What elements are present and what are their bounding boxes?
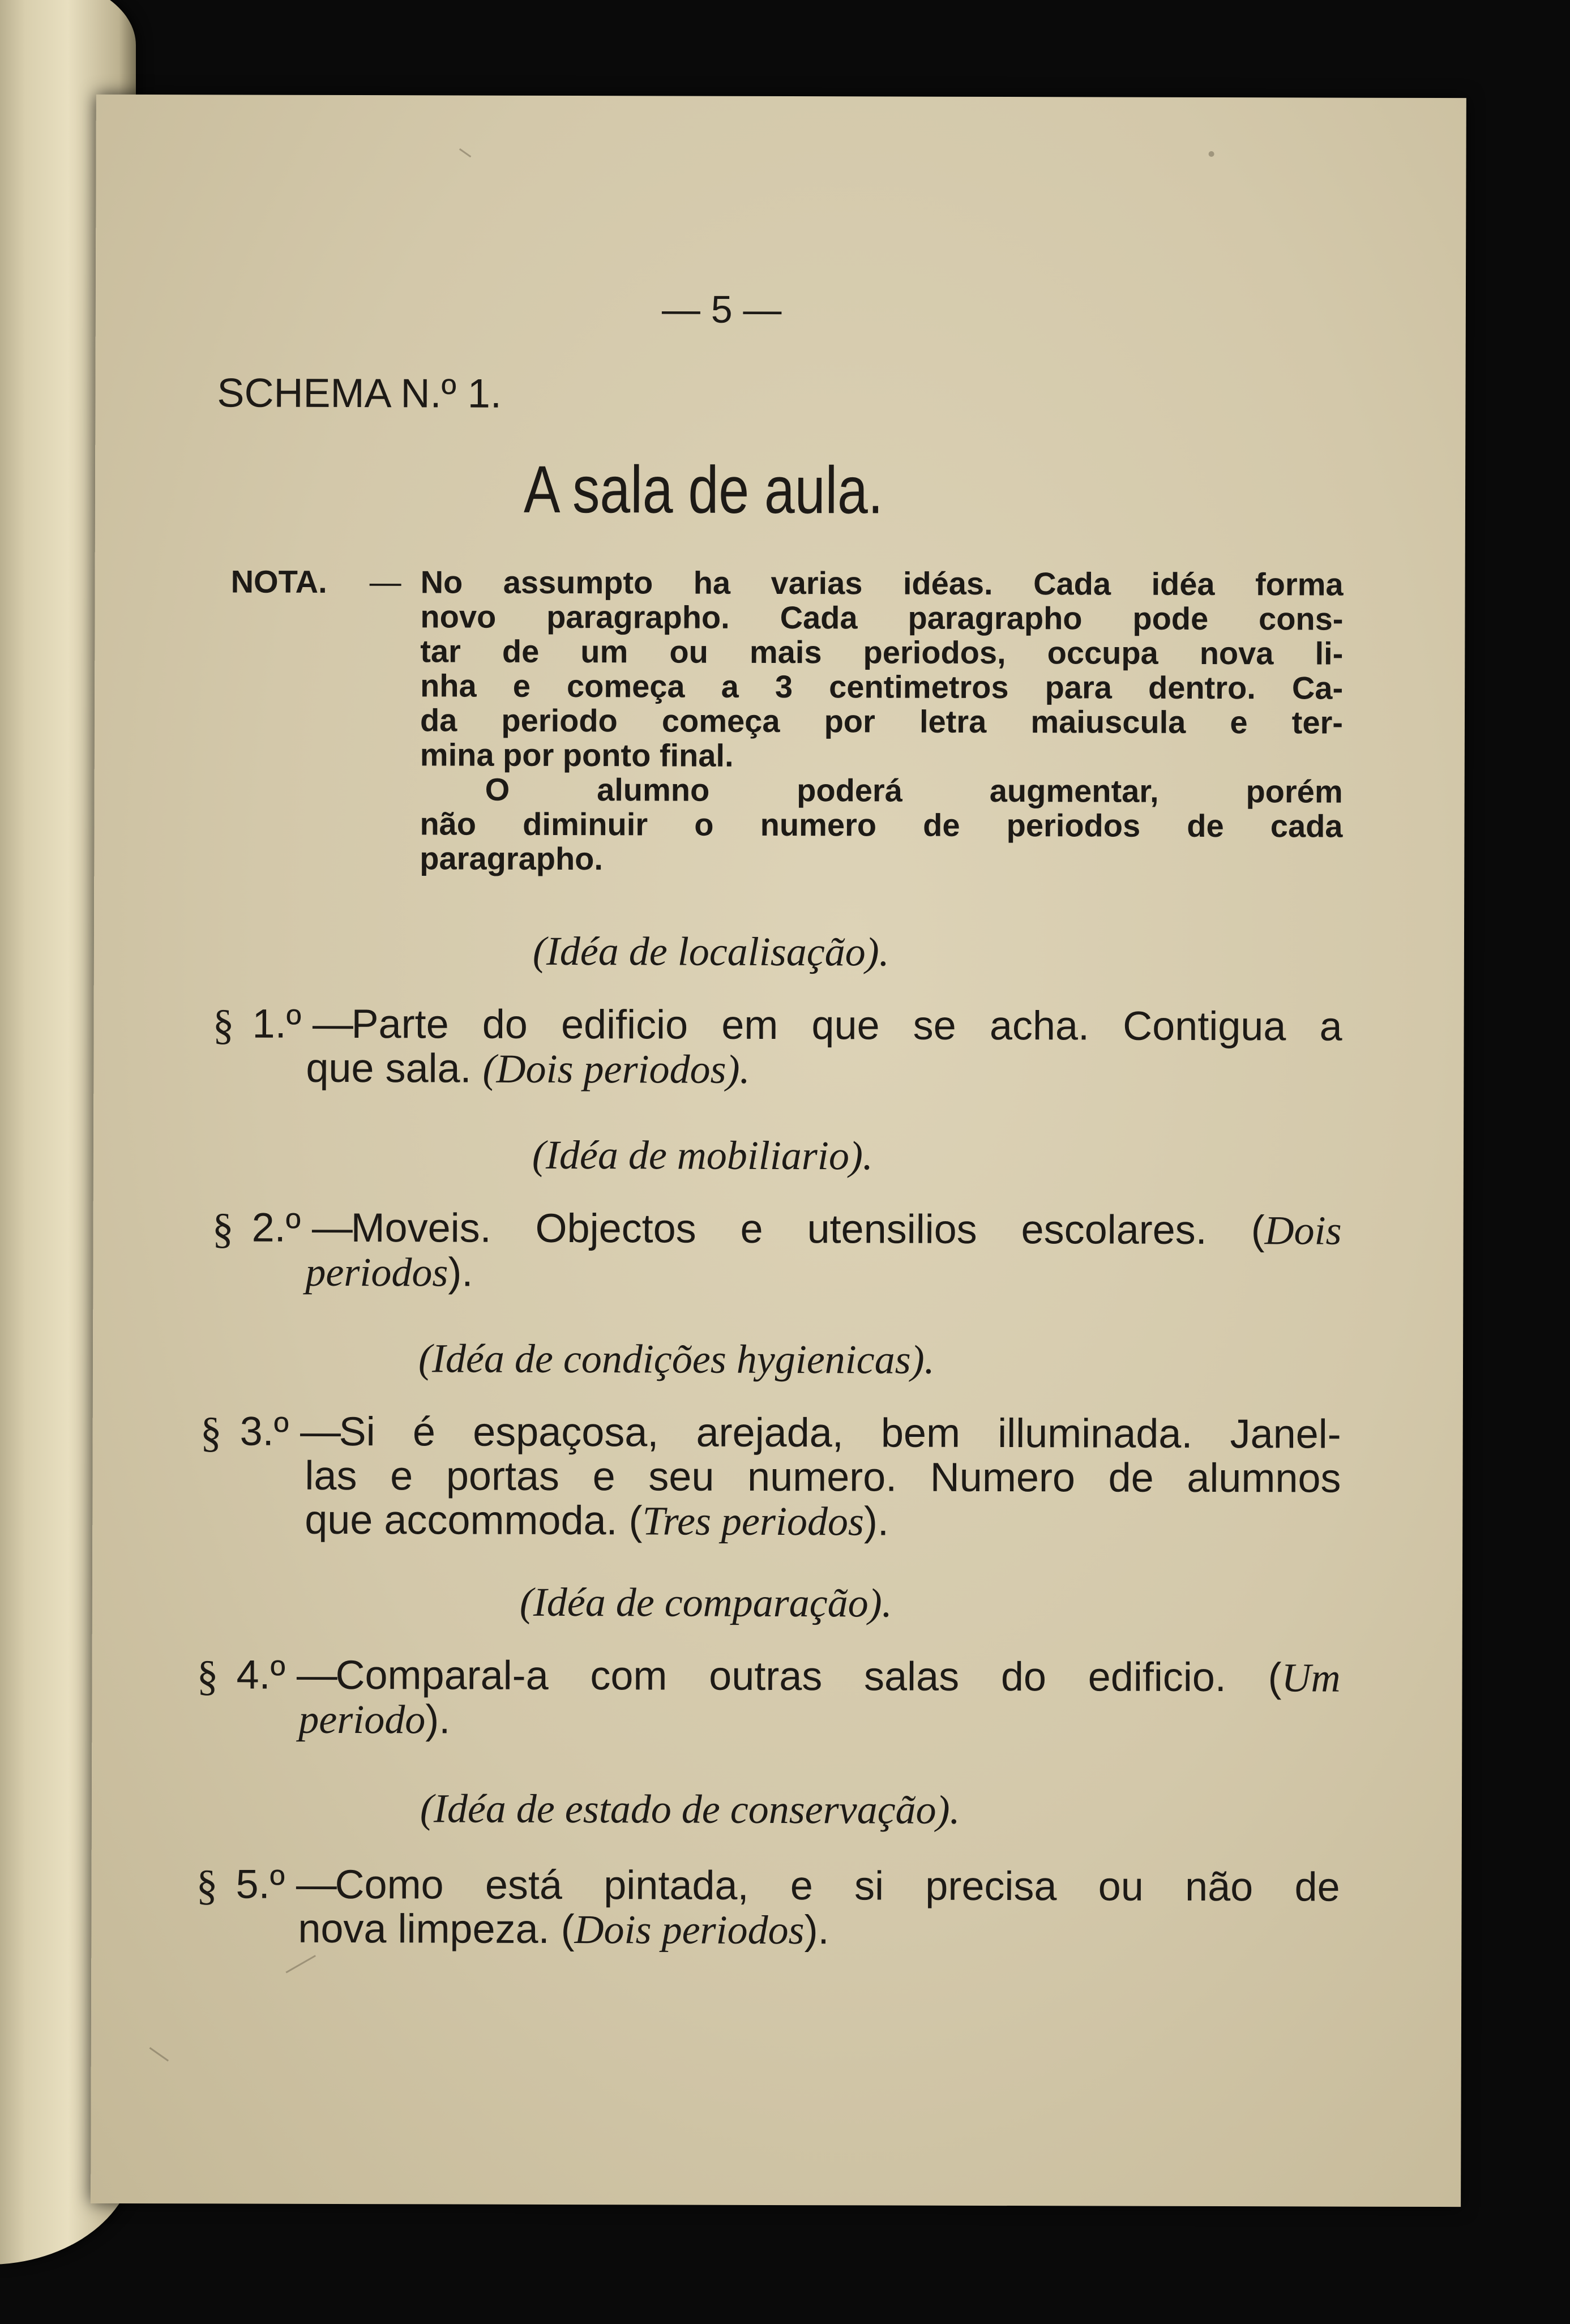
page-title: A sala de aula. xyxy=(523,452,884,528)
section-text-line xyxy=(335,1652,1340,1702)
section-text-line xyxy=(305,1249,1268,1298)
nota-line: não diminuir o numero de periodos de cada xyxy=(420,806,1343,844)
section-text: ). xyxy=(448,1249,473,1295)
section-text-line: Como está pintada, e si precisa ou não de xyxy=(335,1861,1340,1910)
nota-line: novo paragrapho. Cada paragrapho pode cons- xyxy=(420,598,1344,637)
idea-heading: (Idéa de comparação). xyxy=(519,1579,892,1626)
section-text: nova limpeza. ( xyxy=(298,1906,575,1953)
nota-label: NOTA. xyxy=(230,563,327,600)
schema-label: SCHEMA N.º 1. xyxy=(217,370,502,417)
section-sign: § xyxy=(200,1409,222,1457)
section-text-line: las e portas e seu numero. Numero de alumnos xyxy=(305,1453,1341,1501)
nota-dash: — xyxy=(369,564,401,600)
section-period-count: Um xyxy=(1281,1655,1341,1701)
section-number: 4.º — xyxy=(236,1652,338,1698)
section-text-line xyxy=(298,1696,1261,1745)
section-text: ). xyxy=(425,1697,451,1743)
nota-line: nha e começa a 3 centimetros para dentro. Ca- xyxy=(420,667,1344,706)
idea-heading: (Idéa de condições hygienicas). xyxy=(418,1336,935,1383)
section-text-line: Si é espaçosa, arejada, bem illuminada. Janel- xyxy=(339,1409,1341,1457)
section-text-line xyxy=(351,1205,1342,1255)
paper-speck xyxy=(285,1955,316,1973)
section-sign: § xyxy=(212,1205,234,1253)
section-sign: § xyxy=(196,1652,219,1700)
page-number: — 5 — xyxy=(661,288,782,332)
section-period-count: Tres periodos xyxy=(642,1498,865,1544)
section-period-count: periodos xyxy=(305,1249,448,1295)
section-period-count: periodo xyxy=(298,1696,426,1743)
nota-line: No assumpto ha varias idéas. Cada idéa forma xyxy=(420,564,1344,602)
section-text-line xyxy=(306,1045,1268,1094)
section-sign: § xyxy=(196,1861,218,1910)
nota-line: da periodo começa por letra maiuscula e ter- xyxy=(420,702,1344,741)
section-number: 5.º — xyxy=(236,1861,337,1907)
paper-speck xyxy=(1209,151,1214,157)
section-number: 1.º — xyxy=(252,1001,354,1047)
section-sign: § xyxy=(212,1001,234,1049)
nota-line: O alumno poderá augmentar, porém xyxy=(485,771,1343,810)
section-text: Comparal-a com outras salas do edificio. ( xyxy=(335,1652,1282,1701)
section-text-line: Parte do edificio em que se acha. Contigua a xyxy=(351,1001,1342,1050)
section-text-line xyxy=(298,1906,1260,1955)
section-period-count: (Dois periodos). xyxy=(482,1046,750,1092)
paper-speck xyxy=(149,2047,169,2061)
nota-line: paragrapho. xyxy=(420,840,604,877)
section-text: Moveis. Objectos e utensilios escolares. ( xyxy=(350,1205,1265,1253)
nota-line: mina por ponto final. xyxy=(420,737,734,773)
section-text: ). xyxy=(804,1907,829,1953)
idea-heading: (Idéa de estado de conservação). xyxy=(420,1786,960,1833)
section-number: 3.º — xyxy=(239,1409,341,1454)
section-period-count: Dois xyxy=(1264,1208,1342,1253)
section-text: ). xyxy=(863,1499,889,1544)
idea-heading: (Idéa de mobiliario). xyxy=(532,1132,873,1179)
section-text-line xyxy=(305,1497,1267,1546)
section-number: 2.º — xyxy=(251,1205,353,1251)
paper-speck xyxy=(459,148,471,157)
nota-line: tar de um ou mais periodos, occupa nova li- xyxy=(420,633,1344,671)
book-page xyxy=(91,95,1466,2207)
section-text: que sala. xyxy=(306,1045,483,1092)
section-text: que accommoda. ( xyxy=(305,1497,643,1544)
idea-heading: (Idéa de localisação). xyxy=(532,928,889,975)
section-period-count: Dois periodos xyxy=(574,1907,805,1953)
